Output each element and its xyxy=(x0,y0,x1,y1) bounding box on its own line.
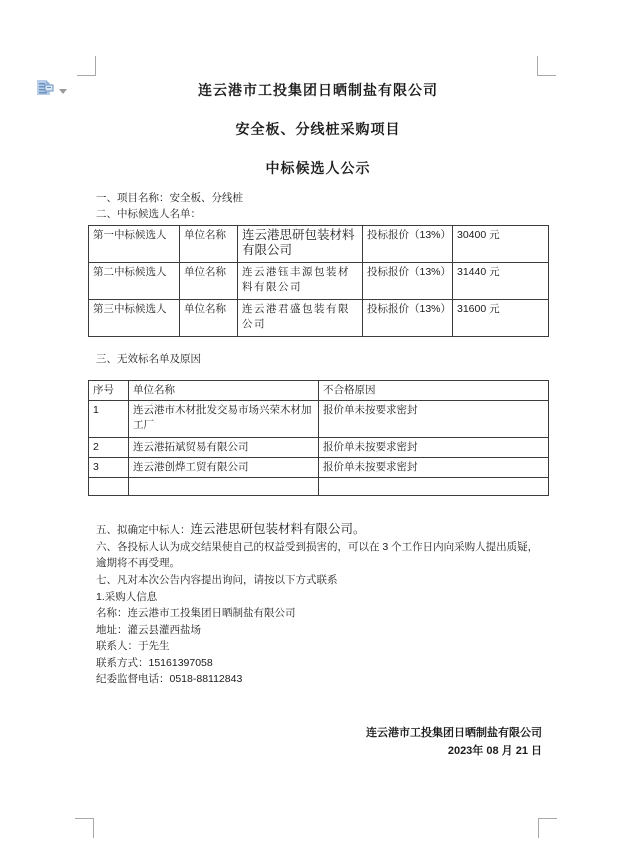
candidate-rank: 第二中标候选人 xyxy=(89,263,180,300)
purchaser-info-title: 1.采购人信息 xyxy=(96,590,158,603)
section5-winner-company: 连云港思研包装材料有限公司。 xyxy=(190,521,366,536)
section5-confirmed-winner xyxy=(88,522,548,539)
candidates-table xyxy=(88,225,549,337)
paste-options-button[interactable] xyxy=(36,80,70,100)
section5-prefix: 五、拟确定中标人： xyxy=(96,523,191,536)
unit-name-label: 单位名称 xyxy=(180,263,238,300)
table-row xyxy=(89,457,549,477)
row-unit: 连云港市木材批发交易市场兴荣木材加工厂 xyxy=(129,400,319,437)
document-title-company: 连云港市工投集团日晒制盐有限公司 xyxy=(198,82,438,98)
table-row xyxy=(89,300,549,337)
candidate-unit: 连云港思研包装材料有限公司 xyxy=(238,226,363,263)
supervision-phone: 纪委监督电话：0518-88112843 xyxy=(96,673,243,686)
row-no: 3 xyxy=(89,457,129,477)
chevron-down-icon[interactable] xyxy=(59,89,67,94)
row-unit: 连云港拓斌贸易有限公司 xyxy=(129,437,319,457)
section3-invalid-bids-heading: 三、无效标名单及原因 xyxy=(96,353,201,365)
row-reason: 报价单未按要求密封 xyxy=(319,457,549,477)
row-reason: 报价单未按要求密封 xyxy=(319,400,549,437)
col-header-unit: 单位名称 xyxy=(129,380,319,400)
table-row xyxy=(89,400,549,437)
document-title-project: 安全板、分线桩采购项目 xyxy=(235,121,401,137)
row-reason: 报价单未按要求密封 xyxy=(319,437,549,457)
signature-date: 2023年 08 月 21 日 xyxy=(447,744,542,757)
candidate-rank: 第一中标候选人 xyxy=(89,226,180,263)
bid-price-value: 31440 元 xyxy=(453,263,549,300)
section7-contact-notice: 七、凡对本次公告内容提出询问，请按以下方式联系 xyxy=(96,574,338,586)
document-content xyxy=(88,80,548,760)
document-title-announcement: 中标候选人公示 xyxy=(265,160,371,176)
bid-price-label: 投标报价（13%） xyxy=(363,263,453,300)
table-row-empty xyxy=(89,477,549,495)
signature-block xyxy=(88,725,548,760)
table-row xyxy=(89,226,549,263)
table-header-row xyxy=(89,380,549,400)
bid-price-label: 投标报价（13%） xyxy=(363,300,453,337)
purchaser-address: 地址：灌云县灌西盐场 xyxy=(96,623,201,636)
unit-name-label: 单位名称 xyxy=(180,226,238,263)
row-unit xyxy=(129,477,319,495)
signature-company: 连云港市工投集团日晒制盐有限公司 xyxy=(366,727,542,740)
purchaser-phone: 联系方式：15161397058 xyxy=(96,656,213,669)
text-boundary-mark-top-right xyxy=(537,56,556,76)
row-no xyxy=(89,477,129,495)
paste-options-document-icon[interactable] xyxy=(36,78,54,102)
candidate-rank: 第三中标候选人 xyxy=(89,300,180,337)
bid-price-value: 31600 元 xyxy=(453,300,549,337)
section6-objection-notice: 六、各投标人认为成交结果使自己的权益受到损害的，可以在 3 个工作日内向采购人提出质疑，逾期将不再受理。 xyxy=(96,541,539,569)
row-no: 2 xyxy=(89,437,129,457)
row-reason xyxy=(319,477,549,495)
table-row xyxy=(89,263,549,300)
bid-price-value: 30400 元 xyxy=(453,226,549,263)
text-boundary-mark-bottom-left xyxy=(75,818,94,838)
section2-candidate-list-heading: 二、中标候选人名单： xyxy=(96,207,201,220)
col-header-reason: 不合格原因 xyxy=(319,380,549,400)
table-row xyxy=(89,437,549,457)
purchaser-name: 名称：连云港市工投集团日晒制盐有限公司 xyxy=(96,607,296,620)
row-unit: 连云港创烨工贸有限公司 xyxy=(129,457,319,477)
invalid-bids-table xyxy=(88,380,549,496)
bid-price-label: 投标报价（13%） xyxy=(363,226,453,263)
section1-project-name: 一、项目名称：安全板、分线桩 xyxy=(96,192,243,204)
col-header-no: 序号 xyxy=(89,380,129,400)
purchaser-contact-person: 联系人：于先生 xyxy=(96,640,170,653)
purchaser-info-block xyxy=(88,589,548,689)
text-boundary-mark-top-left xyxy=(77,56,96,76)
candidate-unit: 连云港君盛包装有限公司 xyxy=(238,300,363,337)
unit-name-label: 单位名称 xyxy=(180,300,238,337)
row-no: 1 xyxy=(89,400,129,437)
text-boundary-mark-bottom-right xyxy=(538,818,557,838)
candidate-unit: 连云港钰丰源包装材料有限公司 xyxy=(238,263,363,300)
